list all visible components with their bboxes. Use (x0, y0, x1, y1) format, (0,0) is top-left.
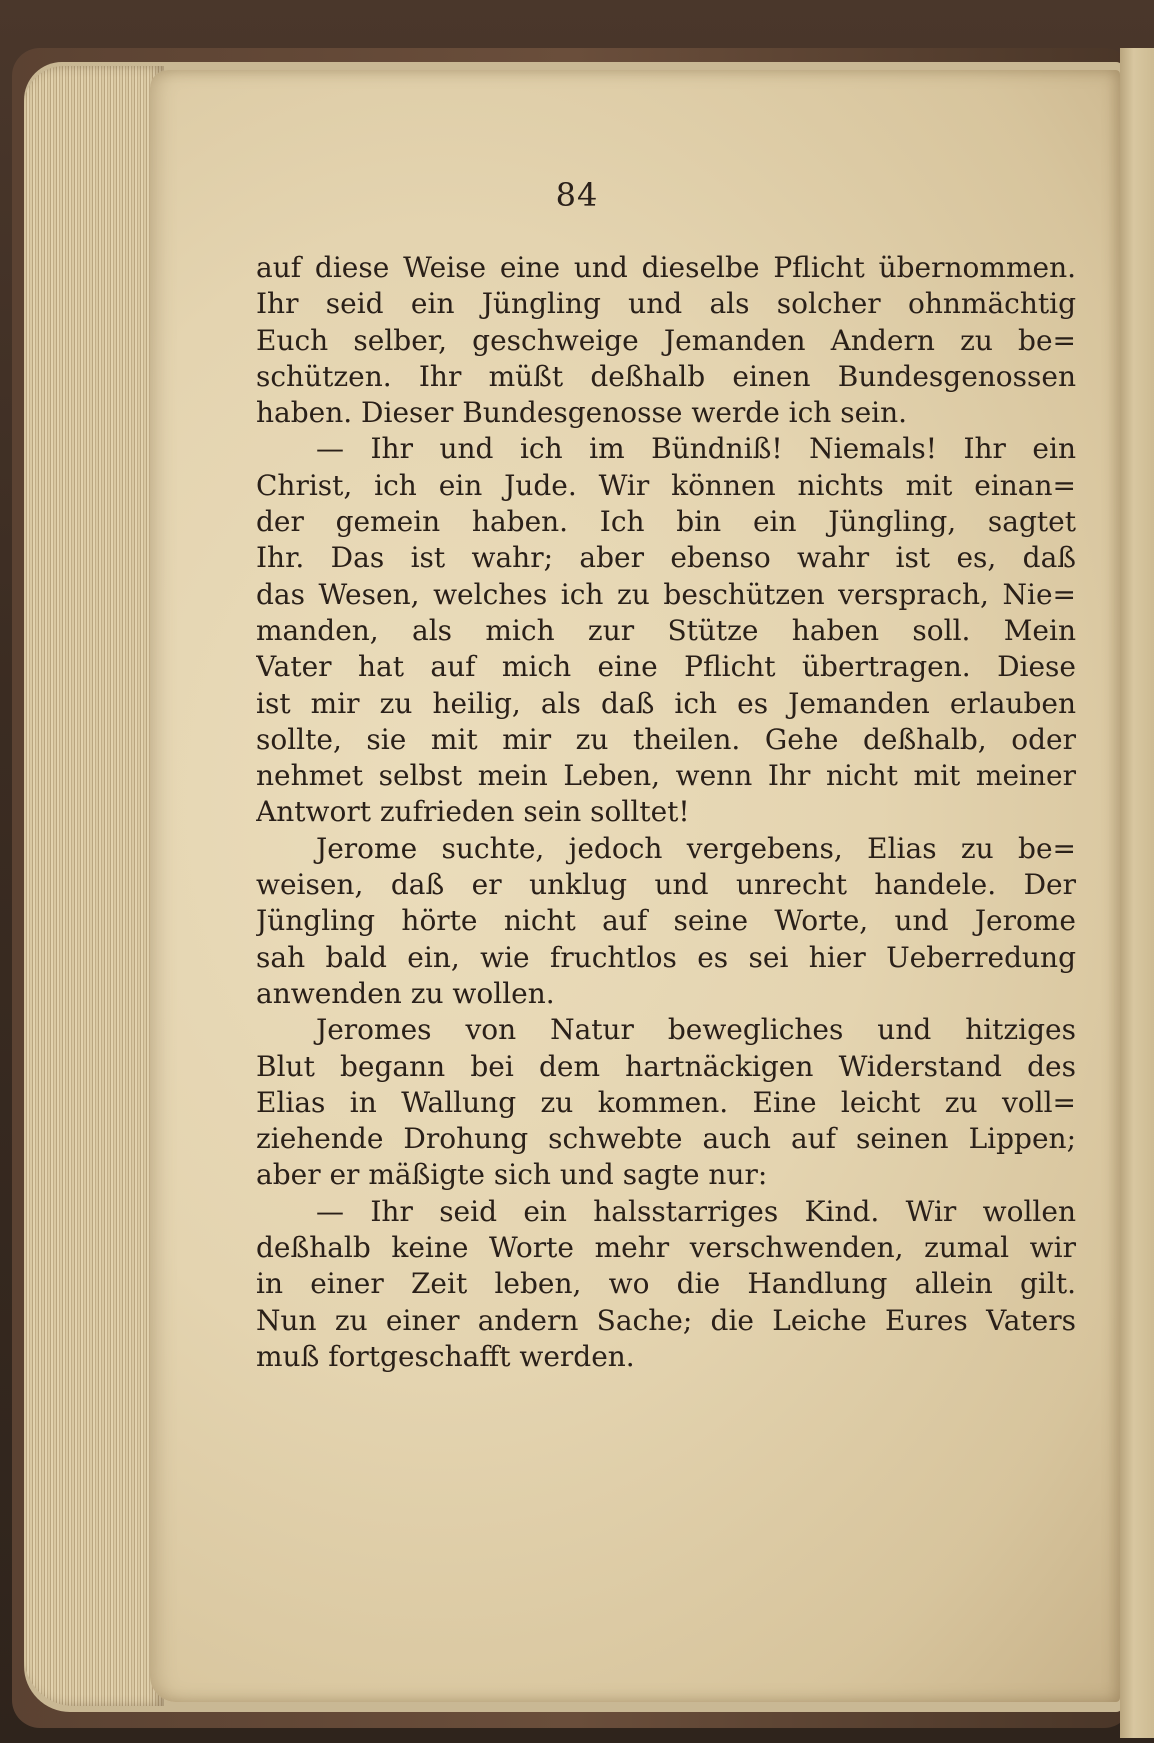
text-line: Jeromes von Natur bewegliches und hitziges (316, 1013, 1076, 1047)
adjacent-page-edge (1120, 48, 1154, 1738)
page-text (256, 250, 1076, 1375)
text-line: Ihr seid ein Jüngling und als solcher ohnmächtig (256, 287, 1076, 321)
page-number: 84 (555, 176, 599, 214)
text-line: Euch selber, geschweige Jemanden Andern zu be= (256, 323, 1076, 357)
text-line: auf diese Weise eine und dieselbe Pflicht übernommen. (256, 251, 1076, 284)
text-line: Jüngling hörte nicht auf seine Worte, und Jerome (256, 904, 1076, 938)
text-line: Blut begann bei dem hartnäckigen Widerstand des (256, 1049, 1076, 1083)
text-line: das Wesen, welches ich zu beschützen versprach, Nie= (256, 577, 1076, 611)
text-line: sollte, sie mit mir zu theilen. Gehe deßhalb, oder (256, 722, 1076, 756)
text-line: sah bald ein, wie fruchtlos es sei hier Ueberredung (256, 940, 1076, 974)
text-line: deßhalb keine Worte mehr verschwenden, zumal wir (256, 1231, 1076, 1265)
text-line: Antwort zufrieden sein solltet! (256, 795, 690, 829)
text-line: Elias in Wallung zu kommen. Eine leicht zu voll= (256, 1085, 1076, 1119)
text-line: — Ihr seid ein halsstarriges Kind. Wir wollen (316, 1194, 1076, 1228)
text-line: aber er mäßigte sich und sagte nur: (256, 1158, 768, 1192)
text-line: Christ, ich ein Jude. Wir können nichts mit einan= (256, 468, 1076, 502)
text-line: — Ihr und ich im Bündniß! Niemals! Ihr ein (316, 432, 1076, 466)
text-line: ist mir zu heilig, als daß ich es Jemanden erlauben (256, 686, 1076, 720)
page-stack-edge (24, 66, 164, 1706)
text-line: schützen. Ihr müßt deßhalb einen Bundesgenossen (256, 359, 1076, 393)
text-line: haben. Dieser Bundesgenosse werde ich sein. (256, 396, 908, 430)
text-line: der gemein haben. Ich bin ein Jüngling, sagtet (256, 505, 1076, 539)
text-line: weisen, daß er unklug und unrecht handele. Der (256, 868, 1076, 902)
text-line: anwenden zu wollen. (256, 976, 555, 1010)
text-line: muß fortgeschafft werden. (256, 1339, 635, 1373)
text-line: manden, als mich zur Stütze haben soll. Mein (256, 613, 1076, 647)
text-line: Nun zu einer andern Sache; die Leiche Eures Vaters (256, 1303, 1076, 1337)
text-line: in einer Zeit leben, wo die Handlung allein gilt. (256, 1267, 1076, 1301)
text-line: nehmet selbst mein Leben, wenn Ihr nicht mit meiner (256, 759, 1076, 793)
text-line: Ihr. Das ist wahr; aber ebenso wahr ist es, daß (256, 541, 1076, 575)
text-line: Vater hat auf mich eine Pflicht übertragen. Diese (256, 650, 1076, 684)
text-line: Jerome suchte, jedoch vergebens, Elias zu be= (316, 831, 1076, 865)
text-line: ziehende Drohung schwebte auch auf seinen Lippen; (256, 1122, 1076, 1156)
